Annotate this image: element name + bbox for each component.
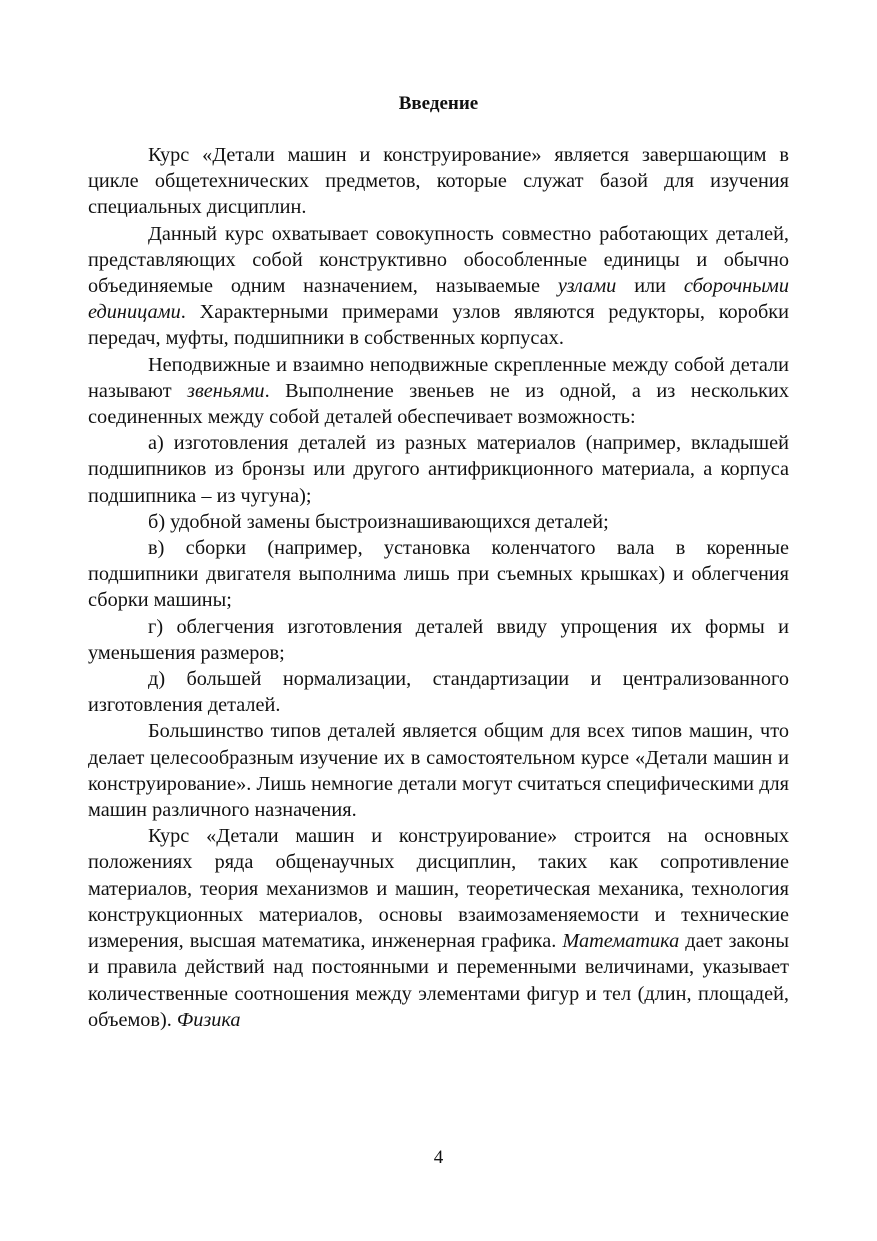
page-content xyxy=(88,92,789,1033)
paragraph-links: Неподвижные и взаимно неподвижные скрепленные между собой детали называют звеньями. Выполнение звеньев не из одной, а из нескольких соединенных между собой деталей обеспечивает возможность: xyxy=(88,353,789,429)
list-item-a: а) изготовления деталей из разных материалов (например, вкладышей подшипников из бронзы или другого антифрикционного материала, а корпуса подшипника – из чугуна); xyxy=(88,432,789,507)
list-item-d: д) большей нормализации, стандартизации и централизованного изготовления деталей. xyxy=(88,668,789,717)
list-item-g: г) облегчения изготовления деталей ввиду упрощения их формы и уменьшения размеров; xyxy=(88,615,789,664)
paragraph-common-details: Большинство типов деталей является общим для всех типов машин, что делает целесообразным изучение их в самостоятельном курсе «Детали машин и конструирование». Лишь немногие детали могут считаться специфическими для машин различного назначения. xyxy=(88,720,789,822)
term-zvenya: звеньями xyxy=(187,379,265,402)
page-number: 4 xyxy=(433,1147,444,1168)
term-uzly: узлами xyxy=(557,275,617,298)
term-fizika: Физика xyxy=(176,1008,241,1031)
list-item-b: б) удобной замены быстроизнашивающихся деталей; xyxy=(148,510,609,533)
term-sborochnye-edinicy: сборочными единицами xyxy=(88,275,790,324)
paragraph-intro: Курс «Детали машин и конструирование» является завершающим в цикле общетехнических предметов, которые служат базой для изучения специальных дисциплин. xyxy=(88,144,789,219)
list-item-v: в) сборки (например, установка коленчатого вала в коренные подшипники двигателя выполнима лишь при съемных крышках) и облегчения сборки машины; xyxy=(88,537,789,612)
body-text xyxy=(88,142,789,1033)
term-matematika: Математика xyxy=(562,930,680,953)
page-title: Введение xyxy=(398,93,479,114)
paragraph-course-scope: Данный курс охватывает совокупность совместно работающих деталей, представляющих собой конструктивно обособленные единицы и обычно объединяемые одним назначением, называемые узлами или сборочными единицами. Характерными примерами узлов являются редукторы, коробки передач, муфты, подшипники в собственных корпусах. xyxy=(88,222,790,350)
paragraph-disciplines: Курс «Детали машин и конструирование» строится на основных положениях ряда общенаучных дисциплин, таких как сопротивление материалов, теория механизмов и машин, теоретическая механика, технология конструкционных материалов, основы взаимозаменяемости и технические измерения, высшая математика, инженерная графика. Математика дает законы и правила действий над постоянными и переменными величинами, указывает количественные соотношения между элементами фигур и тел (длин, площадей, объемов). Физика xyxy=(88,825,789,1031)
